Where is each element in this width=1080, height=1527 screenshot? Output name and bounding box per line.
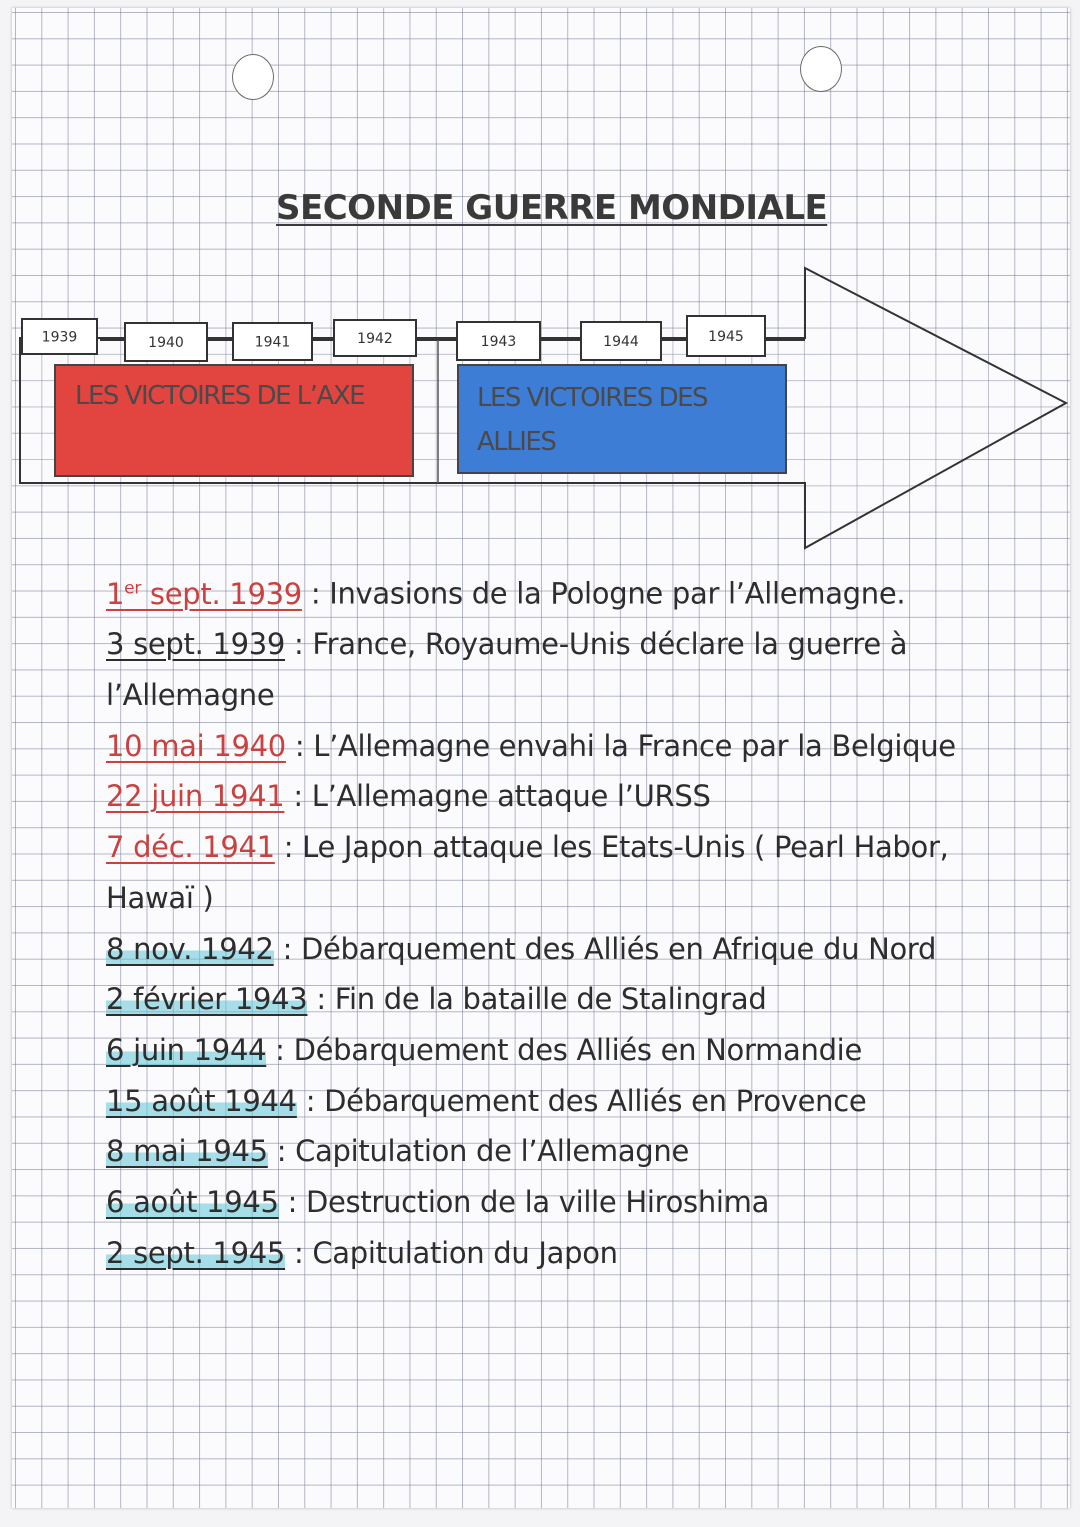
year-label-1940: 1940 — [148, 335, 184, 351]
event-date: 2 sept. 1945 — [106, 1235, 286, 1270]
year-label-1941: 1941 — [254, 334, 291, 351]
event-item — [106, 1076, 1006, 1127]
event-description: Capitulation de l’Allemagne — [295, 1134, 690, 1169]
event-item — [106, 771, 1006, 822]
event-item — [106, 974, 1006, 1025]
event-list — [106, 563, 1006, 1279]
event-description: Invasions de la Pologne par l’Allemagne. — [329, 576, 906, 611]
event-date: 3 sept. 1939 — [106, 627, 286, 662]
event-separator: : — [266, 1032, 294, 1067]
event-separator: : — [278, 1185, 306, 1220]
event-description: L’Allemagne attaque l’URSS — [311, 779, 711, 814]
year-label-1945: 1945 — [708, 329, 744, 345]
event-date: 6 août 1945 — [106, 1185, 279, 1220]
event-description: Destruction de la ville Hiroshima — [305, 1185, 770, 1220]
event-date: 22 juin 1941 — [106, 779, 285, 814]
event-item — [106, 563, 1006, 619]
timeline-arrow-diagram — [0, 0, 1080, 600]
event-description: Fin de la bataille de Stalingrad — [334, 982, 767, 1017]
year-label-1939: 1939 — [41, 329, 78, 346]
event-item — [106, 822, 1006, 923]
event-description: Débarquement des Alliés en Normandie — [293, 1032, 862, 1067]
event-item — [106, 924, 1006, 975]
event-item — [106, 721, 1006, 772]
event-date: 1er sept. 1939 — [106, 576, 302, 611]
event-description: Capitulation du Japon — [312, 1235, 618, 1270]
event-item — [106, 1228, 1006, 1279]
event-date: 6 juin 1944 — [106, 1032, 267, 1067]
event-separator: : — [301, 576, 330, 611]
year-label-1942: 1942 — [357, 331, 393, 347]
period-allies-label: LES VICTOIRES DES ALLIES — [477, 383, 708, 457]
event-date: 15 août 1944 — [106, 1083, 297, 1118]
event-separator: : — [285, 1235, 313, 1270]
event-separator: : — [296, 1083, 325, 1118]
year-label-1944: 1944 — [603, 334, 639, 350]
event-description: Débarquement des Alliés en Provence — [324, 1083, 867, 1118]
event-item — [106, 619, 1006, 720]
event-date: 7 déc. 1941 — [106, 830, 275, 865]
year-label-1943: 1943 — [480, 334, 517, 350]
period-axis-label: LES VICTOIRES DE L’AXE — [75, 381, 365, 411]
event-separator: : — [285, 627, 313, 662]
event-date: 10 mai 1940 — [106, 728, 286, 763]
event-separator: : — [274, 830, 303, 865]
event-date: 8 nov. 1942 — [106, 931, 274, 966]
event-date: 8 mai 1945 — [106, 1134, 268, 1169]
event-item — [106, 1126, 1006, 1177]
page-title: SECONDE GUERRE MONDIALE — [276, 188, 828, 228]
event-separator: : — [285, 728, 314, 763]
event-separator: : — [267, 1134, 296, 1169]
event-description: L’Allemagne envahi la France par la Belgique — [313, 728, 956, 763]
event-separator: : — [284, 779, 312, 814]
event-description: Le Japon attaque les Etats-Unis ( Pearl Habor, Hawaï ) — [106, 830, 949, 915]
event-item — [106, 1025, 1006, 1076]
event-separator: : — [273, 931, 301, 966]
event-separator: : — [307, 982, 335, 1017]
event-description: France, Royaume-Unis déclare la guerre à l’Allemagne — [106, 627, 908, 713]
event-item — [106, 1177, 1006, 1228]
event-description: Débarquement des Alliés en Afrique du Nord — [300, 931, 937, 966]
event-date: 2 février 1943 — [106, 982, 308, 1017]
